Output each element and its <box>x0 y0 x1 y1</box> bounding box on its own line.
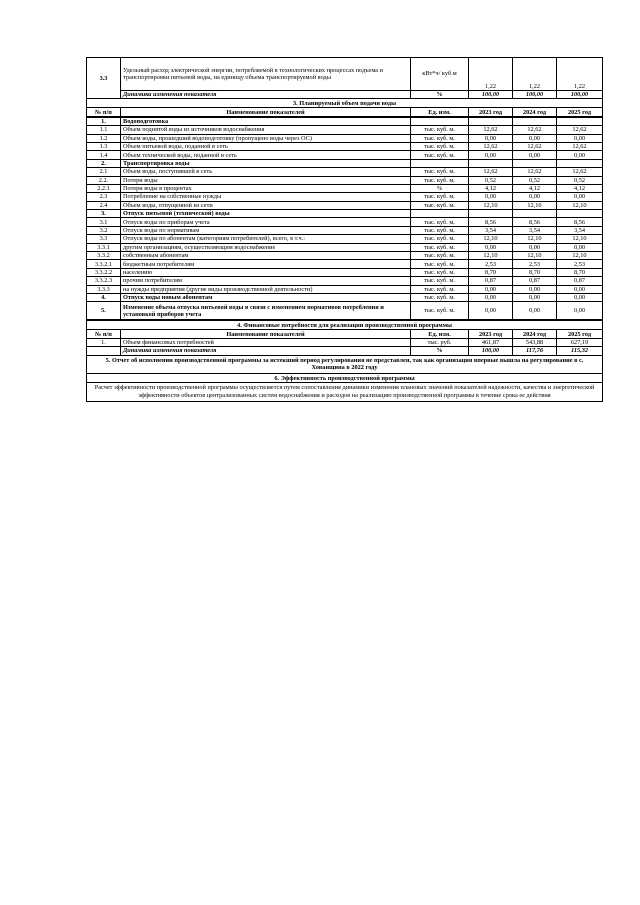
value-2025: 0,87 <box>557 277 603 285</box>
value-2024: 12,10 <box>513 235 557 243</box>
row-name: Объем поднятой воды из источников водоснабжения <box>121 126 411 134</box>
value-2023: 12,62 <box>469 168 513 176</box>
table-row <box>87 176 603 184</box>
value-2023 <box>469 117 513 125</box>
row-num: 2.4 <box>87 201 121 209</box>
row-name: Водоподготовка <box>121 117 411 125</box>
value-2024: 1,22 <box>513 58 557 91</box>
row-num: 3.3 <box>87 58 121 99</box>
value-2024: 543,88 <box>513 338 557 346</box>
row-num: 1.4 <box>87 151 121 159</box>
row-unit: кВт*ч/ куб.м <box>411 58 469 91</box>
table-row <box>87 293 603 301</box>
header-year-2023: 2023 год <box>469 330 513 338</box>
value-2023: 0,00 <box>469 151 513 159</box>
value-2024 <box>513 159 557 167</box>
row-name: Отпуск воды новым абонентам <box>121 293 411 301</box>
row-unit: % <box>411 347 469 355</box>
finance-row <box>87 338 603 346</box>
row-num: 2.3 <box>87 193 121 201</box>
table-row <box>87 151 603 159</box>
value-2024: 0,52 <box>513 176 557 184</box>
row-num: 1. <box>87 338 121 346</box>
row-name: Потребление на собственные нужды <box>121 193 411 201</box>
row-num: 3.3 <box>87 235 121 243</box>
value-2024: 0,87 <box>513 277 557 285</box>
section-6-row <box>87 383 603 402</box>
value-2025: 8,56 <box>557 218 603 226</box>
energy-row <box>87 58 603 91</box>
value-2023: 0,00 <box>469 285 513 293</box>
row-unit: тыс. куб. м. <box>411 285 469 293</box>
section-6-title-row <box>87 374 603 383</box>
value-2025: 4,12 <box>557 184 603 192</box>
value-2025: 0,00 <box>557 293 603 301</box>
table-row <box>87 210 603 218</box>
value-2023: 0,00 <box>469 302 513 320</box>
value-2024 <box>513 210 557 218</box>
value-2025: 0,00 <box>557 302 603 320</box>
header-row <box>87 330 603 338</box>
row-num: 3.3.2 <box>87 252 121 260</box>
table-row <box>87 260 603 268</box>
document-page <box>86 57 602 402</box>
value-2025: 1,22 <box>557 58 603 91</box>
header-name: Наименование показателей <box>121 330 411 338</box>
section-5-row <box>87 355 603 374</box>
row-unit: % <box>411 91 469 99</box>
value-2024: 8,56 <box>513 218 557 226</box>
table-row <box>87 142 603 150</box>
row-name: другим организациям, осуществляющим водоснабжение <box>121 243 411 251</box>
row-unit: тыс. куб. м. <box>411 134 469 142</box>
row-num: 3. <box>87 210 121 218</box>
value-2024: 12,10 <box>513 252 557 260</box>
value-2023: 1,22 <box>469 58 513 91</box>
value-2023: 0,52 <box>469 176 513 184</box>
row-name: Объем воды, прошедший водоподготовку (пропущено воды через ОС) <box>121 134 411 142</box>
value-2024: 0,00 <box>513 243 557 251</box>
value-2023: 8,70 <box>469 268 513 276</box>
header-year-2024: 2024 год <box>513 108 557 116</box>
value-2025 <box>557 210 603 218</box>
row-num: 3.1 <box>87 218 121 226</box>
row-unit: тыс. куб. м. <box>411 268 469 276</box>
table-row <box>87 243 603 251</box>
row-num: 4. <box>87 293 121 301</box>
row-unit: тыс. куб. м. <box>411 226 469 234</box>
value-2025: 12,10 <box>557 252 603 260</box>
table-row <box>87 117 603 125</box>
row-unit: тыс. руб. <box>411 338 469 346</box>
row-num: 1.1 <box>87 126 121 134</box>
row-unit <box>411 210 469 218</box>
value-2023: 0,00 <box>469 243 513 251</box>
value-2025 <box>557 159 603 167</box>
value-2023: 100,00 <box>469 91 513 99</box>
row-unit: тыс. куб. м. <box>411 193 469 201</box>
header-year-2025: 2025 год <box>557 330 603 338</box>
row-num: 2. <box>87 159 121 167</box>
value-2023: 0,00 <box>469 293 513 301</box>
value-2025: 12,62 <box>557 168 603 176</box>
production-program-table <box>86 57 603 117</box>
row-name: Потери воды в процентах <box>121 184 411 192</box>
row-unit <box>411 159 469 167</box>
value-2025 <box>557 117 603 125</box>
row-name: Объем технической воды, поданной в сеть <box>121 151 411 159</box>
table-row <box>87 226 603 234</box>
row-num: 3.3.3 <box>87 285 121 293</box>
value-2023: 12,10 <box>469 201 513 209</box>
header-name: Наименование показателей <box>121 108 411 116</box>
row-name: прочим потребителям <box>121 277 411 285</box>
table-row <box>87 268 603 276</box>
value-2025: 0,00 <box>557 151 603 159</box>
value-2025: 12,10 <box>557 235 603 243</box>
row-unit: тыс. куб. м. <box>411 151 469 159</box>
row-num: 2.1 <box>87 168 121 176</box>
row-name: Изменение объема отпуска питьевой воды в связи с изменением нормативов потребления и установкой приборов учета <box>121 302 411 320</box>
row-unit: тыс. куб. м. <box>411 218 469 226</box>
row-unit: тыс. куб. м. <box>411 168 469 176</box>
value-2025: 0,00 <box>557 134 603 142</box>
finance-table <box>86 320 603 402</box>
row-num: 3.3.2.1 <box>87 260 121 268</box>
row-num: 3.3.2.3 <box>87 277 121 285</box>
header-unit: Ед. изм. <box>411 330 469 338</box>
table-row <box>87 201 603 209</box>
value-2024: 0,00 <box>513 293 557 301</box>
row-num: 3.3.1 <box>87 243 121 251</box>
row-unit: тыс. куб. м. <box>411 201 469 209</box>
value-2023: 12,62 <box>469 142 513 150</box>
section-title: 6. Эффективность производственной программы <box>87 374 603 383</box>
finance-dynamics-row <box>87 347 603 355</box>
row-num: 3.3.2.2 <box>87 268 121 276</box>
table-row <box>87 134 603 142</box>
value-2025: 3,54 <box>557 226 603 234</box>
value-2025: 2,53 <box>557 260 603 268</box>
row-name: Удельный расход электрической энергии, потребляемой в технологических процессах подъема и транспортировки питьевой воды, на единицу объема транспортируемой воды <box>121 58 411 91</box>
value-2023: 8,56 <box>469 218 513 226</box>
value-2024: 12,62 <box>513 126 557 134</box>
section-4-title-row <box>87 321 603 330</box>
row-num: 3.2 <box>87 226 121 234</box>
row-name: Отпуск воды по приборам учета <box>121 218 411 226</box>
table-row <box>87 277 603 285</box>
row-unit: тыс. куб. м. <box>411 302 469 320</box>
section-title: 4. Финансовые потребности для реализации производственной программы <box>87 321 603 330</box>
row-unit <box>411 117 469 125</box>
value-2024: 8,70 <box>513 268 557 276</box>
value-2024: 100,00 <box>513 91 557 99</box>
value-2024: 0,00 <box>513 285 557 293</box>
header-unit: Ед. изм. <box>411 108 469 116</box>
value-2023: 0,00 <box>469 193 513 201</box>
value-2025: 0,00 <box>557 193 603 201</box>
value-2023: 3,54 <box>469 226 513 234</box>
value-2023: 0,87 <box>469 277 513 285</box>
row-name: Объем воды, поступившей в сеть <box>121 168 411 176</box>
section-6-text: Расчет эффективности производственной программы осуществляется путем сопоставления динамики изменения плановых значений показателей надежности, качества и энергетической эффективности объектов централизованных систем водоснабжения и расходов на реализацию производственной программы в течение срока ее действия <box>87 383 603 402</box>
table-row <box>87 252 603 260</box>
table-row <box>87 285 603 293</box>
value-2024: 0,00 <box>513 151 557 159</box>
value-2025: 0,00 <box>557 285 603 293</box>
row-name: Объем воды, отпущенной из сети <box>121 201 411 209</box>
row-name: Динамика изменения показателя <box>121 347 411 355</box>
table-row <box>87 193 603 201</box>
value-2023: 4,12 <box>469 184 513 192</box>
row-name: Отпуск питьевой (технической) воды <box>121 210 411 218</box>
row-name: на нужды предприятия (другие виды производственной деятельности) <box>121 285 411 293</box>
row-unit: тыс. куб. м. <box>411 252 469 260</box>
value-2023: 12,10 <box>469 252 513 260</box>
value-2024: 0,00 <box>513 302 557 320</box>
value-2023: 100,00 <box>469 347 513 355</box>
row-name: Динамика изменения показателя <box>121 91 411 99</box>
row-num-empty <box>87 347 121 355</box>
row-name: Объем питьевой воды, поданной в сеть <box>121 142 411 150</box>
value-2023: 12,10 <box>469 235 513 243</box>
row-num: 2.2. <box>87 176 121 184</box>
section-5-text: 5. Отчет об исполнении производственной программы за истекший период регулирования не представлен, так как организация впервые вышла на регулирование в с. Хованщина в 2022 году <box>87 355 603 374</box>
value-2024: 2,53 <box>513 260 557 268</box>
value-2025: 100,00 <box>557 91 603 99</box>
value-2025: 12,62 <box>557 126 603 134</box>
row-num: 1. <box>87 117 121 125</box>
row-name: Отпуск воды по нормативам <box>121 226 411 234</box>
row-unit: % <box>411 184 469 192</box>
row-unit: тыс. куб. м. <box>411 142 469 150</box>
header-year-2023: 2023 год <box>469 108 513 116</box>
value-2023 <box>469 210 513 218</box>
row-name: Отпуск воды по абонентам (категориям потребителей), всего, в т.ч.: <box>121 235 411 243</box>
row-name: населению <box>121 268 411 276</box>
value-2023: 461,87 <box>469 338 513 346</box>
value-2024: 4,12 <box>513 184 557 192</box>
row-unit: тыс. куб. м. <box>411 260 469 268</box>
value-2024: 117,76 <box>513 347 557 355</box>
value-2025: 0,00 <box>557 243 603 251</box>
value-2025: 8,70 <box>557 268 603 276</box>
row-name: Потери воды <box>121 176 411 184</box>
value-2023: 2,53 <box>469 260 513 268</box>
value-2025: 627,19 <box>557 338 603 346</box>
supply-volume-table <box>86 117 603 321</box>
table-row <box>87 218 603 226</box>
value-2023: 0,00 <box>469 134 513 142</box>
table-row <box>87 184 603 192</box>
table-row <box>87 168 603 176</box>
row-unit: тыс. куб. м. <box>411 293 469 301</box>
energy-dynamics-row <box>87 91 603 99</box>
table-row <box>87 159 603 167</box>
value-2024 <box>513 117 557 125</box>
row-num: 1.2 <box>87 134 121 142</box>
header-year-2024: 2024 год <box>513 330 557 338</box>
value-2024: 12,10 <box>513 201 557 209</box>
row-name: бюджетным потребителям <box>121 260 411 268</box>
row-unit: тыс. куб. м. <box>411 176 469 184</box>
row-name: Объем финансовых потребностей <box>121 338 411 346</box>
table-row <box>87 302 603 320</box>
value-2025: 115,32 <box>557 347 603 355</box>
row-unit: тыс. куб. м. <box>411 126 469 134</box>
table-row <box>87 235 603 243</box>
row-name: собственным абонентам <box>121 252 411 260</box>
row-unit: тыс. куб. м. <box>411 277 469 285</box>
header-year-2025: 2025 год <box>557 108 603 116</box>
value-2024: 0,00 <box>513 134 557 142</box>
value-2025: 12,62 <box>557 142 603 150</box>
row-unit: тыс. куб. м. <box>411 235 469 243</box>
table-row <box>87 126 603 134</box>
row-name: Транспортировка воды <box>121 159 411 167</box>
value-2025: 0,52 <box>557 176 603 184</box>
header-row <box>87 108 603 116</box>
section-title: 3. Планируемый объем подачи воды <box>87 99 603 108</box>
section-3-title-row <box>87 99 603 108</box>
value-2023: 12,62 <box>469 126 513 134</box>
row-unit: тыс. куб. м. <box>411 243 469 251</box>
row-num: 1.3 <box>87 142 121 150</box>
row-num: 5. <box>87 302 121 320</box>
value-2024: 12,62 <box>513 168 557 176</box>
value-2024: 3,54 <box>513 226 557 234</box>
value-2024: 0,00 <box>513 193 557 201</box>
value-2025: 12,10 <box>557 201 603 209</box>
value-2023 <box>469 159 513 167</box>
value-2024: 12,62 <box>513 142 557 150</box>
row-num: 2.2.1 <box>87 184 121 192</box>
header-num: № п/п <box>87 330 121 338</box>
header-num: № п/п <box>87 108 121 116</box>
